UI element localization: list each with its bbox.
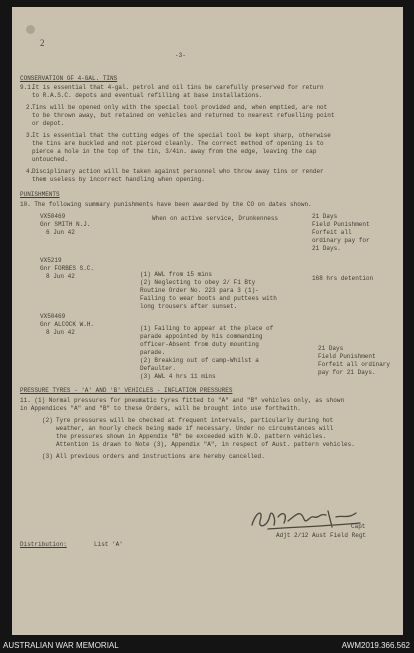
soldier-name: Gnr SMITH N.J. xyxy=(40,221,91,228)
award-line: 21 Days xyxy=(312,213,338,220)
item-line: It is essential that 4-gal. petrol and oil tins be carefully preserved for return xyxy=(32,84,324,91)
award-line: ordinary pay for xyxy=(312,237,370,244)
offence-line: officer-Absent from duty mounting xyxy=(140,341,259,348)
award-line: Forfeit all xyxy=(312,229,352,236)
item-number: 2. xyxy=(26,104,34,111)
offence-line: parade appointed by his commanding xyxy=(140,333,263,340)
item-line: Disciplinary action will be taken against personnel who throw away tins or render xyxy=(32,168,324,175)
award-date: 8 Jun 42 xyxy=(46,273,75,280)
handwritten-signature xyxy=(248,505,366,533)
soldier-name: Gnr FORBES S.C. xyxy=(40,265,95,272)
item-number: 4. xyxy=(26,168,34,175)
tyres-intro-line: in Appendices "A" and "B" to these Orders, will be brought into use forthwith. xyxy=(20,405,301,412)
punishments-intro: 10. The following summary punishments have been awarded by the CO on dates shown. xyxy=(20,201,312,208)
document-page xyxy=(12,7,403,635)
section-heading-tyres: PRESSURE TYRES - 'A' AND 'B' VEHICLES - INFLATION PRESSURES xyxy=(20,387,233,394)
tyres-intro-line: 11. (1) Normal pressures for pneumatic tyres fitted to "A" and "B" vehicles only, as shown xyxy=(20,397,345,404)
award-line: Field Punishment xyxy=(318,353,376,360)
item-line: them useless by incorrect handling when opening. xyxy=(32,176,205,183)
offence-line: (2) Breaking out of camp-Whilst a xyxy=(140,357,259,364)
offence-line: Routine Order No. 223 para 3 (1)- xyxy=(140,287,259,294)
page-mark: 2 xyxy=(40,38,45,48)
item-line: weather, an hourly check being made if necessary. Under no circumstances will xyxy=(56,425,334,432)
signatory-appointment: Adjt 2/12 Aust Field Regt xyxy=(276,532,367,539)
item-line: untouched. xyxy=(32,156,69,163)
offence-line: (1) AWL from 15 mins xyxy=(140,271,213,278)
item-line: Tyre pressures will be checked at frequent intervals, particularly during hot xyxy=(56,417,334,424)
offence-line: long trousers after sunset. xyxy=(140,303,238,310)
award-line: 21 Days. xyxy=(312,245,341,252)
page-number: -3- xyxy=(175,52,186,59)
award-date: 6 Jun 42 xyxy=(46,229,75,236)
item-line: the pressures shown in Appendix "B" be exceeded with W.D. pattern vehicles. xyxy=(56,433,327,440)
item-line: pierce a hole in the top of the tin, 3/4in. away from the edge, leaving the cap xyxy=(32,148,317,155)
award-line: pay for 21 Days. xyxy=(318,369,376,376)
offence-line: (3) AWL 4 hrs 11 mins xyxy=(140,373,216,380)
item-line: All previous orders and instructions are hereby cancelled. xyxy=(56,453,265,460)
signatory-rank: Capt xyxy=(351,523,366,530)
item-line: to be thrown away, but retained on vehicles and returned to nearest refuelling point xyxy=(32,112,335,119)
item-line: Tins will be opened only with the special tool provided and, when emptied, are not xyxy=(32,104,328,111)
section-heading-tins: CONSERVATION OF 4-GAL. TINS xyxy=(20,75,118,82)
item-number: (2) xyxy=(42,417,53,424)
service-number: VX50469 xyxy=(40,213,66,220)
offence-line: Failing to wear boots and puttees with xyxy=(140,295,277,302)
item-number: 9.1. xyxy=(20,84,35,91)
offence-line: Defaulter. xyxy=(140,365,177,372)
distribution-value: List 'A' xyxy=(94,541,123,548)
award-date: 8 Jun 42 xyxy=(46,329,75,336)
distribution-label: Distribution: xyxy=(20,541,67,548)
footer-credit: AUSTRALIAN WAR MEMORIAL xyxy=(3,641,119,650)
soldier-name: Gnr ALCOCK W.H. xyxy=(40,321,95,328)
footer-accession-number: AWM2019.366.562 xyxy=(341,641,410,650)
award-line: Forfeit all ordinary xyxy=(318,361,391,368)
section-heading-punishments: PUNISHMENTS xyxy=(20,191,60,198)
item-number: (3) xyxy=(42,453,53,460)
award-line: Field Punishment xyxy=(312,221,370,228)
item-line: or depot. xyxy=(32,120,65,127)
service-number: VX50469 xyxy=(40,313,66,320)
item-number: 3. xyxy=(26,132,34,139)
item-line: Attention is drawn to Note (3), Appendix "A", in respect of Aust. pattern vehicles. xyxy=(56,441,355,448)
award-line: 21 Days xyxy=(318,345,344,352)
offence-line: (2) Neglecting to obey 2/ F1 Bty xyxy=(140,279,256,286)
item-line: It is essential that the cutting edges of the special tool be kept sharp, otherwise xyxy=(32,132,331,139)
service-number: VX5219 xyxy=(40,257,62,264)
punch-hole xyxy=(26,25,35,34)
offence-line: (1) Failing to appear at the place of xyxy=(140,325,274,332)
item-line: the tins are buckled and not pierced cleanly. The correct method of opening is to xyxy=(32,140,324,147)
offence-line: parade. xyxy=(140,349,166,356)
award-line: 168 hrs detention xyxy=(312,275,374,282)
item-line: to R.A.S.C. depots and eventual refilling at base installations. xyxy=(32,92,263,99)
offence-line: When on active service, Drunkenness xyxy=(152,215,279,222)
